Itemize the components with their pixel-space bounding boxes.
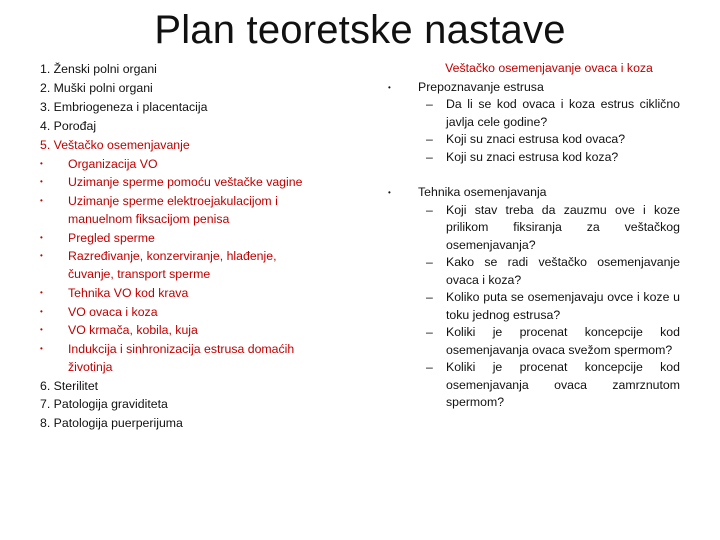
question-item <box>388 131 680 149</box>
bullet-icon: • <box>388 188 391 197</box>
question-text: Kako se radi veštačko osemenjavanje ovaca i koza? <box>446 255 680 287</box>
list-item: 1. Ženski polni organi <box>40 62 157 76</box>
sub-list-item-text: Pregled sperme <box>68 230 155 245</box>
question-text: Koliki je procenat koncepcije kod osemenjavanja ovaca zamrznutom spermom? <box>446 360 680 409</box>
section-heading: Veštačko osemenjavanje ovaca i koza <box>445 61 653 75</box>
bullet-icon: • <box>40 325 43 335</box>
list-item-highlighted: 5. Veštačko osemenjavanje <box>40 137 190 152</box>
list-item: 7. Patologija graviditeta <box>40 397 168 412</box>
topic-label: Tehnika osemenjavanja <box>418 185 547 199</box>
dash-icon: – <box>426 202 433 217</box>
dash-icon: – <box>426 360 433 374</box>
sub-list-item <box>40 284 322 303</box>
bullet-icon: • <box>40 287 43 297</box>
sub-list-item-text: Organizacija VO <box>68 156 158 171</box>
list-item: 6. Sterilitet <box>40 378 99 393</box>
page-title: Plan teoretske nastave <box>154 8 566 52</box>
question-item <box>388 289 680 324</box>
topic-label: Prepoznavanje estrusa <box>418 79 544 94</box>
insemination-questions <box>388 60 680 412</box>
bullet-icon: • <box>40 196 43 206</box>
sub-list-item <box>40 247 322 283</box>
topic-item <box>388 79 680 97</box>
sub-list-item <box>40 229 322 248</box>
question-text: Koji su znaci estrusa kod koza? <box>446 149 619 164</box>
dash-icon: – <box>426 97 433 111</box>
bullet-icon: • <box>40 232 43 242</box>
question-item <box>388 202 680 255</box>
sub-list-item <box>40 173 322 192</box>
bullet-icon: • <box>40 251 43 261</box>
question-item <box>388 254 680 289</box>
sub-list-item-text: Uzimanje sperme elektroejakulacijom i manuelnom fiksacijom penisa <box>68 194 278 226</box>
sub-list-item <box>40 340 322 376</box>
question-item <box>388 96 680 131</box>
list-item: 3. Embriogeneza i placentacija <box>40 99 208 114</box>
sub-list-item <box>40 192 322 228</box>
sub-list-item-text: VO ovaca i koza <box>68 304 158 319</box>
dash-icon: – <box>426 132 433 146</box>
question-item <box>388 359 680 412</box>
sub-list-item-text: Indukcija i sinhronizacija estrusa domaćih životinja <box>68 342 295 374</box>
bullet-icon: • <box>40 158 43 168</box>
course-plan-list <box>40 60 322 433</box>
dash-icon: – <box>426 255 433 269</box>
bullet-icon: • <box>40 177 43 187</box>
bullet-icon: • <box>40 344 43 354</box>
list-item: 8. Patologija puerperijuma <box>40 416 183 431</box>
list-item: 4. Porođaj <box>40 118 97 133</box>
bullet-icon: • <box>40 306 43 316</box>
question-text: Koji su znaci estrusa kod ovaca? <box>446 132 626 146</box>
sub-list-item <box>40 321 322 340</box>
question-item <box>388 149 680 167</box>
sub-list-item-text: Uzimanje sperme pomoću veštačke vagine <box>68 175 303 190</box>
list-item: 2. Muški polni organi <box>40 80 153 95</box>
question-text: Koji stav treba da zauzmu ove i koze prilikom fiksiranja za veštačkog osemenjavanja? <box>446 202 680 252</box>
dash-icon: – <box>426 325 433 339</box>
question-text: Koliko puta se osemenjavaju ovce i koze u toku jednog estrusa? <box>446 290 680 322</box>
question-text: Da li se kod ovaca i koza estrus ciklično javlja cele godine? <box>446 97 680 129</box>
dash-icon: – <box>426 149 433 164</box>
sub-list-item-text: Razređivanje, konzerviranje, hlađenje, čuvanje, transport sperme <box>68 249 277 282</box>
sub-list-item-text: Tehnika VO kod krava <box>68 285 189 300</box>
bullet-icon: • <box>388 82 391 92</box>
section-gap <box>388 166 680 184</box>
sub-list-item <box>40 155 322 174</box>
sub-list-item-text: VO krmača, kobila, kuja <box>68 323 198 338</box>
dash-icon: – <box>426 290 433 304</box>
question-text: Koliki je procenat koncepcije kod osemenjavanja ovaca svežom spermom? <box>446 325 680 357</box>
sub-list-item <box>40 303 322 322</box>
question-item <box>388 324 680 359</box>
topic-item <box>388 184 680 202</box>
